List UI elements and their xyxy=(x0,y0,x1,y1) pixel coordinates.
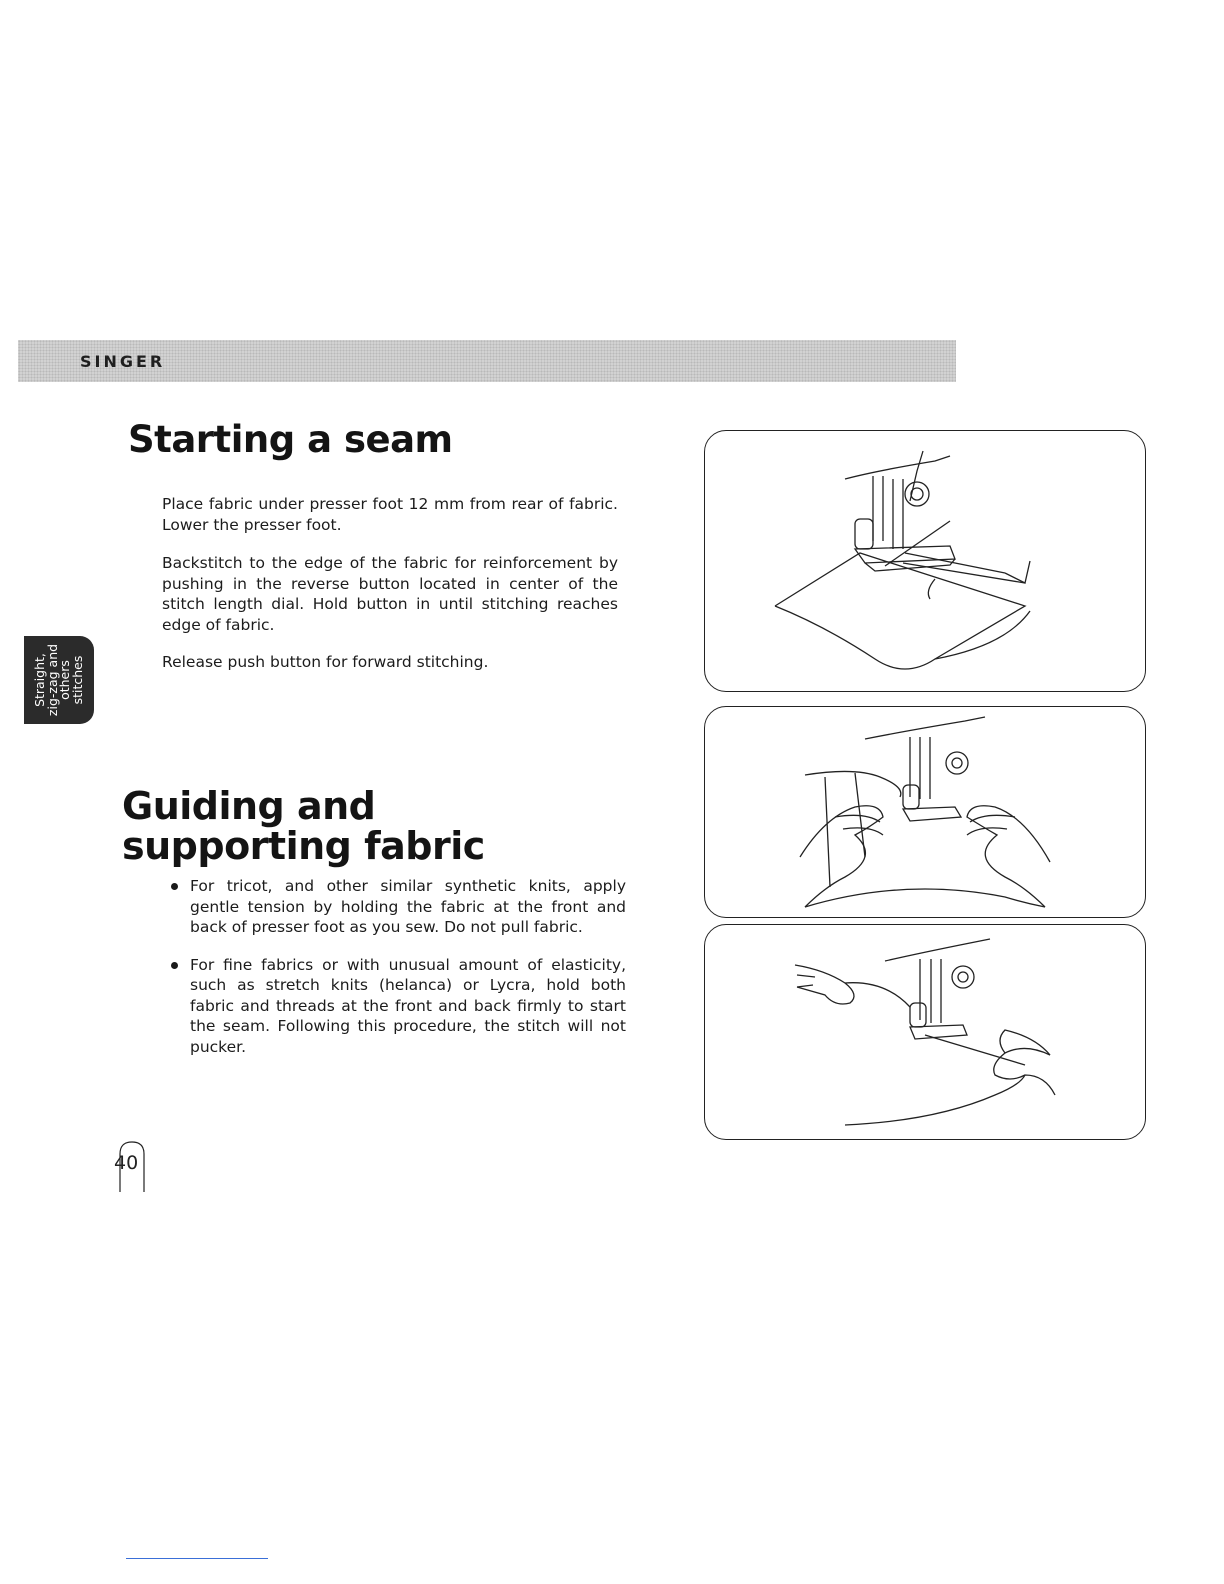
paragraph: Place fabric under presser foot 12 mm from rear of fabric. Lower the presser foot. xyxy=(162,495,618,534)
illustration-fabric-under-foot xyxy=(704,430,1146,692)
brand-logo: SINGER xyxy=(80,352,166,371)
bullet-icon xyxy=(171,883,178,890)
side-tab-label: Straight, zig-zag and others stitches xyxy=(32,643,85,717)
bullet-icon xyxy=(171,962,178,969)
paragraph: Backstitch to the edge of the fabric for reinforcement by pushing in the reverse button located in center of the stitch length dial. Hold button in until stitching reaches edge of fabric. xyxy=(162,554,618,634)
section-title-guiding-fabric: Guiding and supporting fabric xyxy=(122,784,485,868)
sewing-machine-foot-illustration xyxy=(705,431,1145,691)
paragraph: Release push button for forward stitching. xyxy=(162,653,489,671)
section-title-starting-seam: Starting a seam xyxy=(128,418,453,461)
hands-guiding-fabric-illustration xyxy=(705,707,1145,917)
list-item-text: For tricot, and other similar synthetic knits, apply gentle tension by holding the fabric at the front and back of presser foot as you sew. Do not pull fabric. xyxy=(190,877,626,936)
list-item xyxy=(168,876,626,938)
illustration-hands-guiding xyxy=(704,706,1146,918)
list-item xyxy=(168,955,626,1058)
divider xyxy=(126,1558,268,1559)
page-number: 40 xyxy=(114,1152,139,1174)
illustration-holding-threads xyxy=(704,924,1146,1140)
bullet-list xyxy=(168,876,626,1074)
holding-fabric-threads-illustration xyxy=(705,925,1145,1139)
list-item-text: For fine fabrics or with unusual amount of elasticity, such as stretch knits (helanca) or Lycra, hold both fabric and threads at the front and back firmly to start the seam. Following this procedure, the stitch will not pucker. xyxy=(190,955,626,1056)
